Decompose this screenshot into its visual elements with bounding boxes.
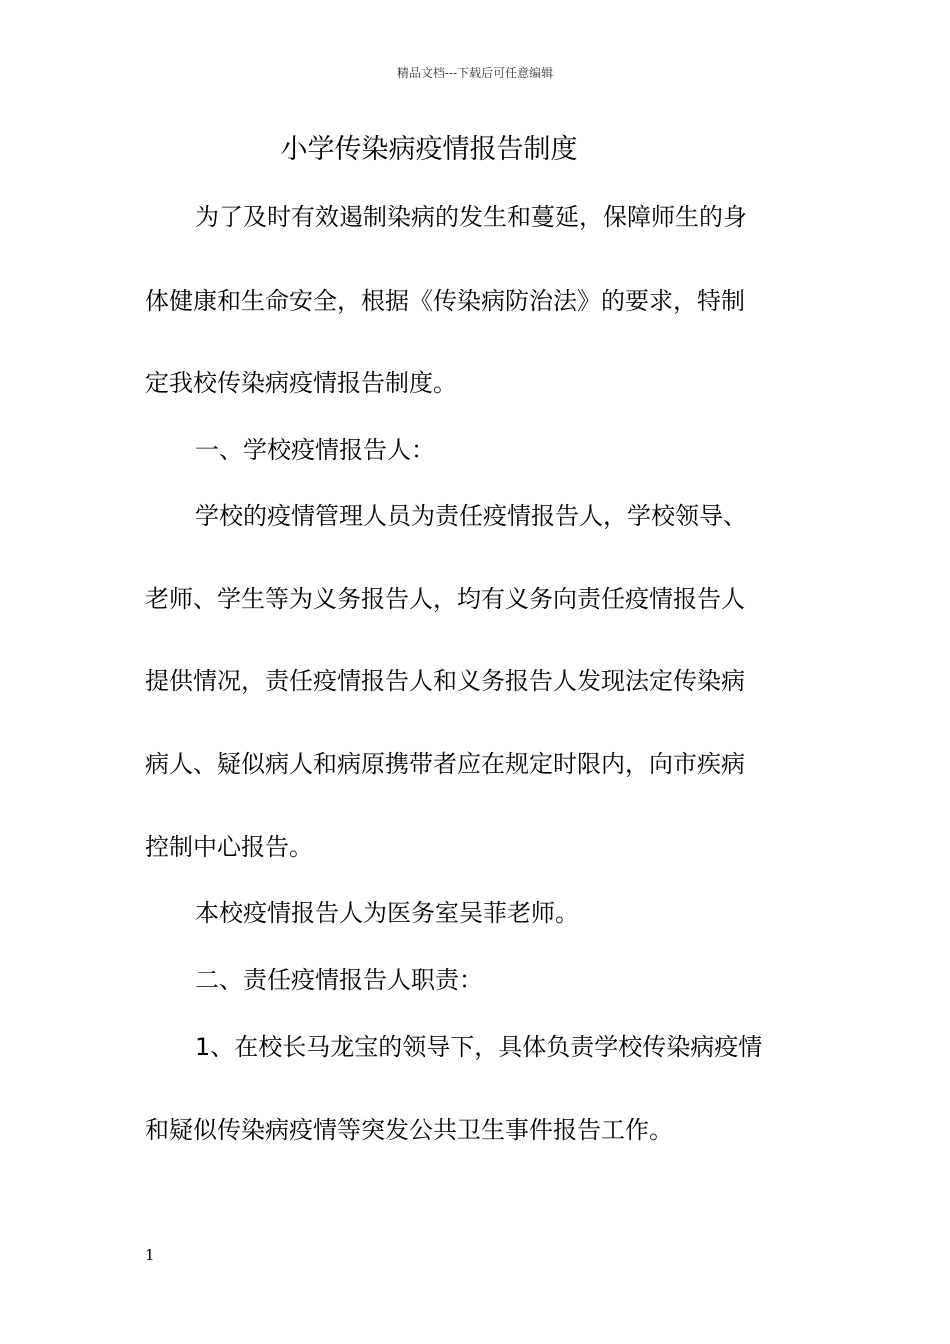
paragraph-line: 提供情况，责任疫情报告人和义务报告人发现法定传染病	[145, 667, 745, 695]
document-title: 小学传染病疫情报告制度	[280, 134, 578, 165]
paragraph-line: 控制中心报告。	[145, 833, 313, 861]
page-header: 精品文档---下载后可任意编辑	[396, 66, 554, 80]
paragraph-line: 和疑似传染病疫情等突发公共卫生事件报告工作。	[145, 1116, 673, 1144]
paragraph-line: 病人、疑似病人和病原携带者应在规定时限内，向市疾病	[145, 750, 745, 778]
paragraph-line: 本校疫情报告人为医务室吴菲老师。	[195, 899, 579, 927]
paragraph-line: 体健康和生命安全，根据《传染病防治法》的要求，特制	[145, 287, 745, 315]
paragraph-line: 老师、学生等为义务报告人，均有义务向责任疫情报告人	[145, 585, 745, 613]
paragraph-line: 1、在校长马龙宝的领导下，具体负责学校传染病疫情	[195, 1033, 763, 1061]
section-heading: 一、学校疫情报告人：	[195, 436, 435, 464]
paragraph-line: 定我校传染病疫情报告制度。	[145, 369, 457, 397]
page-number: 1	[145, 1246, 155, 1264]
paragraph-line: 学校的疫情管理人员为责任疫情报告人，学校领导、	[195, 502, 747, 530]
paragraph-line: 为了及时有效遏制染病的发生和蔓延，保障师生的身	[195, 203, 747, 231]
section-heading: 二、责任疫情报告人职责：	[195, 966, 483, 994]
